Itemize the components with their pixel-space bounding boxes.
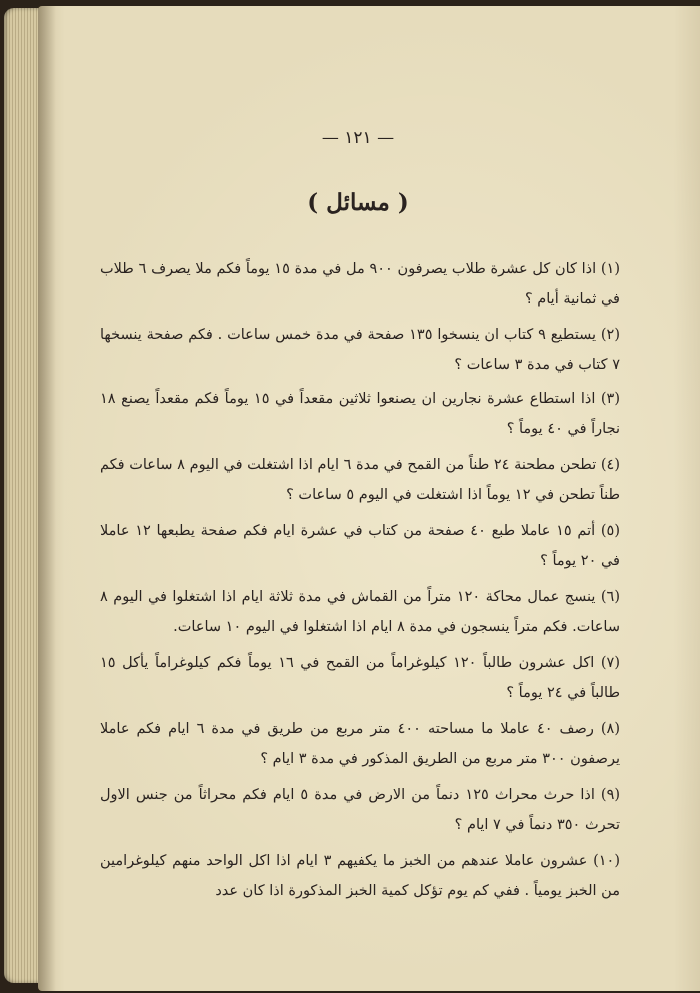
problem-1: (١) اذا كان كل عشرة طلاب يصرفون ٩٠٠ مل في مدة ١٥ يوماً فكم ملا يصرف ٦ طلاب في ثمانية أيام ؟ [100, 261, 621, 307]
problem-4: (٤) تطحن مطحنة ٢٤ طناً من القمح في مدة ٦ ايام اذا اشتغلت في اليوم ٨ ساعات فكم طناً تطحن في ١٢ يوماً اذا اشتغلت في اليوم ٥ ساعات ؟ [100, 457, 620, 503]
section-heading: ( مسائل ) [307, 189, 409, 216]
problem-5: (٥) أتم ١٥ عاملا طبع ٤٠ صفحة من كتاب في عشرة ايام فكم صفحة يطبعها ١٢ عاملا في ٢٠ يوماً ؟ [100, 523, 620, 569]
page-number: — ١٢١ — [321, 128, 395, 148]
problem-2: (٢) يستطيع ٩ كتاب ان ينسخوا ١٣٥ صفحة في مدة خمس ساعات . فكم صفحة ينسخها ٧ كتاب في مدة ٣ ساعات ؟ [100, 327, 620, 373]
problem-6: (٦) ينسج عمال محاكة ١٢٠ متراً من القماش في مدة ثلاثة ايام اذا اشتغلوا في اليوم ٨ ساعات. فكم متراً ينسجون في مدة ٨ ايام اذا اشتغلوا في اليوم ١٠ ساعات. [100, 589, 620, 635]
page-sheet [38, 6, 700, 991]
problem-3: (٣) اذا استطاع عشرة نجارين ان يصنعوا ثلاثين مقعداً في ١٥ يوماً فكم مقعداً يصنع ١٨ نجاراً في ٤٠ يوماً ؟ [100, 391, 620, 437]
problem-8: (٨) رصف ٤٠ عاملا ما مساحته ٤٠٠ متر مربع من طريق في مدة ٦ ايام فكم عاملا يرصفون ٣٠٠ متر مربع من الطريق المذكور في مدة ٣ ايام ؟ [100, 721, 620, 767]
problem-10: (١٠) عشرون عاملا عندهم من الخبز ما يكفيهم ٣ ايام اذا اكل الواحد منهم كيلوغرامين من الخبز يومياً . ففي كم يوم تؤكل كمية الخبز المذكورة اذا كان عدد [100, 853, 621, 899]
problem-7: (٧) اكل عشرون طالباً ١٢٠ كيلوغراماً من القمح في ١٦ يوماً فكم كيلوغراماً يأكل ١٥ طالباً في ٢٤ يوماً ؟ [100, 655, 620, 701]
gutter-shadow [38, 6, 56, 991]
problem-9: (٩) اذا حرث محراث ١٢٥ دنماً من الارض في مدة ٥ ايام فكم محراثاً من جنس الاول تحرث ٣٥٠ دنماً في ٧ ايام ؟ [100, 787, 621, 833]
